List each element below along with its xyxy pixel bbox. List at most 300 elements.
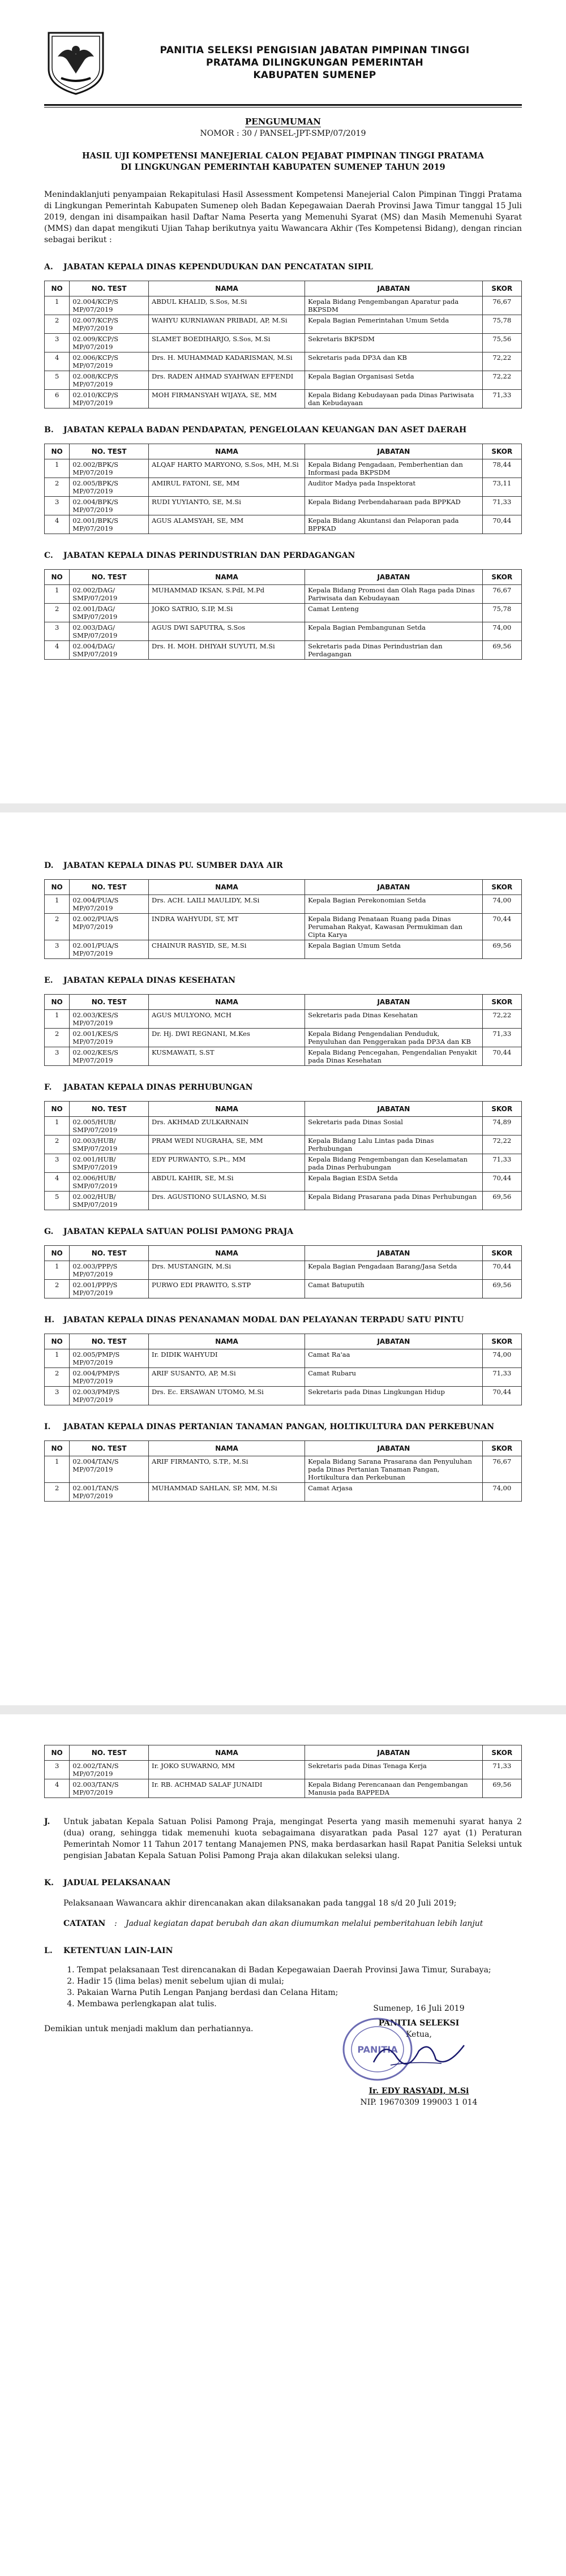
- current-position: Kepala Bidang Pengembangan dan Keselamatan pada Dinas Perhubungan: [305, 1154, 483, 1173]
- test-number: 02.002/PUA/S MP/07/2019: [70, 914, 149, 940]
- table-row: [45, 1192, 522, 1210]
- test-number: 02.005/BPK/S MP/07/2019: [70, 478, 149, 497]
- participant-name: Drs. H. MOH. DHIYAH SUYUTI, M.Si: [149, 641, 305, 660]
- participant-name: Drs. H. MUHAMMAD KADARISMAN, M.Si: [149, 352, 305, 371]
- test-number: 02.001/KES/S MP/07/2019: [70, 1029, 149, 1047]
- column-header-no: NO: [45, 1334, 70, 1349]
- score: 70,44: [482, 914, 521, 940]
- test-number: 02.003/DAG/ SMP/07/2019: [70, 622, 149, 641]
- sections-page-2: [44, 860, 522, 1502]
- row-number: 2: [45, 1280, 70, 1298]
- table-row: [45, 1280, 522, 1298]
- participant-name: Drs. AGUSTIONO SULASNO, M.Si: [149, 1192, 305, 1210]
- section-j-text: Untuk jabatan Kepala Satuan Polisi Pamong Praja, mengingat Peserta yang masih memenuhi syarat hanya 2 (dua) orang, sehingga tidak memenuhi kuota sebagaimana disyaratkan pada Pasal 127 ayat (1) Peraturan Pemerintah Nomor 11 Tahun 2017 tentang Manajemen PNS, maka berdasarkan hasil Rapat Panitia Seleksi untuk pengisian Jabatan Kepala Satuan Polisi Pamong Praja akan dilakukan seleksi ulang.: [63, 1817, 522, 1860]
- current-position: Auditor Madya pada Inspektorat: [305, 478, 483, 497]
- column-header-skor: SKOR: [482, 1334, 521, 1349]
- section-heading: [44, 1314, 522, 1326]
- results-table: [44, 281, 522, 408]
- column-header-no: NO: [45, 281, 70, 296]
- main-title-line-2: DI LINGKUNGAN PEMERINTAH KABUPATEN SUMENEP TAHUN 2019: [121, 162, 445, 172]
- signature-role: Ketua,: [406, 2030, 432, 2039]
- participant-name: Drs. Ec. ERSAWAN UTOMO, M.Si: [149, 1387, 305, 1405]
- table-header-row: [45, 1441, 522, 1456]
- column-header-nama: NAMA: [149, 1246, 305, 1261]
- results-table: [44, 1101, 522, 1210]
- column-header-test: NO. TEST: [70, 1246, 149, 1261]
- handwritten-signature: [368, 2034, 470, 2076]
- table-row: [45, 1136, 522, 1154]
- row-number: 3: [45, 334, 70, 352]
- section-l-heading: [44, 1945, 522, 1956]
- participant-name: MUHAMMAD SAHLAN, SP, MM, M.Si: [149, 1483, 305, 1502]
- participant-name: ARIF SUSANTO, AP, M.Si: [149, 1368, 305, 1387]
- column-header-jabatan: JABATAN: [305, 1334, 483, 1349]
- table-row: [45, 371, 522, 390]
- current-position: Kepala Bidang Penataan Ruang pada Dinas Perumahan Rakyat, Kawasan Permukiman dan Cipta Karya: [305, 914, 483, 940]
- row-number: 1: [45, 1349, 70, 1368]
- test-number: 02.006/KCP/S MP/07/2019: [70, 352, 149, 371]
- participant-name: Ir. DIDIK WAHYUDI: [149, 1349, 305, 1368]
- sections-page-1: [44, 261, 522, 660]
- score: 71,33: [482, 1154, 521, 1173]
- column-header-test: NO. TEST: [70, 880, 149, 895]
- section-title: JABATAN KEPALA DINAS PERHUBUNGAN: [63, 1083, 253, 1092]
- participant-name: CHAINUR RASYID, SE, M.Si: [149, 940, 305, 959]
- column-header-jabatan: JABATAN: [305, 444, 483, 459]
- test-number: 02.004/PUA/S MP/07/2019: [70, 895, 149, 914]
- table-row: [45, 940, 522, 959]
- column-header-test: NO. TEST: [70, 1441, 149, 1456]
- row-number: 2: [45, 604, 70, 622]
- section-j: [44, 1816, 522, 1861]
- score: 76,67: [482, 296, 521, 315]
- column-header-nama: NAMA: [149, 444, 305, 459]
- table-row: [45, 604, 522, 622]
- section-letter: F.: [44, 1083, 52, 1092]
- table-header-row: [45, 880, 522, 895]
- table-row: [45, 1154, 522, 1173]
- test-number: 02.003/PPP/S MP/07/2019: [70, 1261, 149, 1280]
- column-header-jabatan: JABATAN: [305, 281, 483, 296]
- participant-name: ABDUL KAHIR, SE, M.Si: [149, 1173, 305, 1192]
- section-heading: [44, 860, 522, 871]
- participant-name: Drs. MUSTANGIN, M.Si: [149, 1261, 305, 1280]
- column-header-no: NO: [45, 444, 70, 459]
- row-number: 3: [45, 497, 70, 515]
- current-position: Kepala Bagian Organisasi Setda: [305, 371, 483, 390]
- score: 74,00: [482, 1349, 521, 1368]
- score: 72,22: [482, 1136, 521, 1154]
- list-item: 3. Pakaian Warna Putih Lengan Panjang berdasi dan Celana Hitam;: [77, 1987, 522, 1998]
- column-header-test: NO. TEST: [70, 570, 149, 585]
- score: 70,44: [482, 515, 521, 534]
- current-position: Camat Arjasa: [305, 1483, 483, 1502]
- score: 70,44: [482, 1173, 521, 1192]
- current-position: Sekretaris BKPSDM: [305, 334, 483, 352]
- participant-name: ALQAF HARTO MARYONO, S.Sos, MH, M.Si: [149, 459, 305, 478]
- current-position: Sekretaris pada Dinas Kesehatan: [305, 1010, 483, 1029]
- table-row: [45, 1047, 522, 1066]
- row-number: 6: [45, 390, 70, 408]
- score: 72,22: [482, 352, 521, 371]
- table-row: [45, 1779, 522, 1798]
- participant-name: PRAM WEDI NUGRAHA, SE, MM: [149, 1136, 305, 1154]
- column-header-no: NO: [45, 880, 70, 895]
- column-header-no: NO: [45, 1246, 70, 1261]
- row-number: 1: [45, 1010, 70, 1029]
- score: 72,22: [482, 371, 521, 390]
- results-table: [44, 569, 522, 660]
- score: 69,56: [482, 1779, 521, 1798]
- score: 75,78: [482, 604, 521, 622]
- current-position: Kepala Bidang Perencanaan dan Pengembangan Manusia pada BAPPEDA: [305, 1779, 483, 1798]
- list-item: 2. Hadir 15 (lima belas) menit sebelum ujian di mulai;: [77, 1976, 522, 1987]
- score: 71,33: [482, 1761, 521, 1779]
- test-number: 02.001/DAG/ SMP/07/2019: [70, 604, 149, 622]
- column-header-nama: NAMA: [149, 995, 305, 1010]
- table-header-row: [45, 570, 522, 585]
- table-row: [45, 390, 522, 408]
- row-number: 2: [45, 1368, 70, 1387]
- score: 71,33: [482, 497, 521, 515]
- column-header-test: NO. TEST: [70, 1745, 149, 1761]
- column-header-jabatan: JABATAN: [305, 1246, 483, 1261]
- table-row: [45, 296, 522, 315]
- table-header-row: [45, 1334, 522, 1349]
- table-row: [45, 352, 522, 371]
- test-number: 02.008/KCP/S MP/07/2019: [70, 371, 149, 390]
- signature-org: PANITIA SELEKSI: [378, 2019, 460, 2028]
- current-position: Kepala Bidang Perbendaharaan pada BPPKAD: [305, 497, 483, 515]
- row-number: 3: [45, 1154, 70, 1173]
- column-header-jabatan: JABATAN: [305, 570, 483, 585]
- row-number: 2: [45, 478, 70, 497]
- column-header-skor: SKOR: [482, 444, 521, 459]
- table-header-row: [45, 1745, 522, 1761]
- section-l-letter: L.: [44, 1946, 53, 1955]
- current-position: Kepala Bidang Promosi dan Olah Raga pada Dinas Pariwisata dan Kebudayaan: [305, 585, 483, 604]
- row-number: 1: [45, 585, 70, 604]
- column-header-jabatan: JABATAN: [305, 995, 483, 1010]
- results-table: [44, 879, 522, 959]
- score: 75,56: [482, 334, 521, 352]
- test-number: 02.006/HUB/ SMP/07/2019: [70, 1173, 149, 1192]
- note-label: CATATAN: [63, 1919, 106, 1928]
- column-header-nama: NAMA: [149, 880, 305, 895]
- section-letter: A.: [44, 263, 53, 272]
- row-number: 3: [45, 1387, 70, 1405]
- current-position: Kepala Bidang Kebudayaan pada Dinas Pariwisata dan Kebudayaan: [305, 390, 483, 408]
- section-title: JABATAN KEPALA DINAS PENANAMAN MODAL DAN PELAYANAN TERPADU SATU PINTU: [63, 1315, 464, 1324]
- participant-name: EDY PURWANTO, S.Pt., MM: [149, 1154, 305, 1173]
- test-number: 02.004/TAN/S MP/07/2019: [70, 1456, 149, 1483]
- table-header-row: [45, 995, 522, 1010]
- column-header-no: NO: [45, 1102, 70, 1117]
- row-number: 4: [45, 1173, 70, 1192]
- current-position: Sekretaris pada DP3A dan KB: [305, 352, 483, 371]
- participant-name: MUHAMMAD IKSAN, S.PdI, M.Pd: [149, 585, 305, 604]
- participant-name: AGUS DWI SAPUTRA, S.Sos: [149, 622, 305, 641]
- column-header-no: NO: [45, 570, 70, 585]
- row-number: 3: [45, 940, 70, 959]
- test-number: 02.009/KCP/S MP/07/2019: [70, 334, 149, 352]
- participant-name: Drs. RADEN AHMAD SYAHWAN EFFENDI: [149, 371, 305, 390]
- row-number: 1: [45, 459, 70, 478]
- current-position: Kepala Bidang Prasarana pada Dinas Perhubungan: [305, 1192, 483, 1210]
- section-block: [44, 975, 522, 1066]
- test-number: 02.003/TAN/S MP/07/2019: [70, 1779, 149, 1798]
- header-line-1: PANITIA SELEKSI PENGISIAN JABATAN PIMPINAN TINGGI: [160, 45, 470, 56]
- score: 76,67: [482, 1456, 521, 1483]
- test-number: 02.007/KCP/S MP/07/2019: [70, 315, 149, 334]
- document-page-3: [0, 1714, 566, 2576]
- results-table: [44, 1334, 522, 1405]
- column-header-jabatan: JABATAN: [305, 1102, 483, 1117]
- section-heading: [44, 261, 522, 273]
- announcement-title: PENGUMUMAN: [245, 117, 321, 127]
- table-row: [45, 895, 522, 914]
- current-position: Kepala Bidang Sarana Prasarana dan Penyuluhan pada Dinas Pertanian Tanaman Pangan, Hortikultura dan Perkebunan: [305, 1456, 483, 1483]
- table-row: [45, 515, 522, 534]
- results-table: [44, 994, 522, 1066]
- test-number: 02.010/KCP/S MP/07/2019: [70, 390, 149, 408]
- participant-name: RUDI YUYIANTO, SE, M.Si: [149, 497, 305, 515]
- list-item: 4. Membawa perlengkapan alat tulis.: [77, 1998, 522, 2010]
- score: 73,11: [482, 478, 521, 497]
- column-header-nama: NAMA: [149, 570, 305, 585]
- current-position: Kepala Bidang Lalu Lintas pada Dinas Perhubungan: [305, 1136, 483, 1154]
- current-position: Kepala Bagian Pengadaan Barang/Jasa Setda: [305, 1261, 483, 1280]
- score: 71,33: [482, 1368, 521, 1387]
- row-number: 3: [45, 1761, 70, 1779]
- column-header-nama: NAMA: [149, 1102, 305, 1117]
- section-block: [44, 1745, 522, 1798]
- column-header-nama: NAMA: [149, 1441, 305, 1456]
- column-header-test: NO. TEST: [70, 995, 149, 1010]
- section-title: JABATAN KEPALA DINAS PU. SUMBER DAYA AIR: [63, 861, 283, 870]
- section-title: JABATAN KEPALA DINAS PERINDUSTRIAN DAN PERDAGANGAN: [63, 551, 355, 560]
- score: 72,22: [482, 1010, 521, 1029]
- note-text: Jadual kegiatan dapat berubah dan akan diumumkan melalui pemberitahuan lebih lanjut: [126, 1919, 483, 1928]
- current-position: Kepala Bagian Pembangunan Setda: [305, 622, 483, 641]
- test-number: 02.002/TAN/S MP/07/2019: [70, 1761, 149, 1779]
- score: 74,00: [482, 1483, 521, 1502]
- column-header-jabatan: JABATAN: [305, 1441, 483, 1456]
- current-position: Kepala Bidang Pengembangan Aparatur pada BKPSDM: [305, 296, 483, 315]
- column-header-skor: SKOR: [482, 1246, 521, 1261]
- signatory-nip: NIP. 19670309 199003 1 014: [360, 2098, 478, 2107]
- current-position: Camat Ra'aa: [305, 1349, 483, 1368]
- column-header-skor: SKOR: [482, 1102, 521, 1117]
- participant-name: AGUS ALAMSYAH, SE, MM: [149, 515, 305, 534]
- test-number: 02.004/BPK/S MP/07/2019: [70, 497, 149, 515]
- column-header-jabatan: JABATAN: [305, 1745, 483, 1761]
- note-colon: :: [114, 1919, 117, 1928]
- header-line-3: KABUPATEN SUMENEP: [253, 70, 376, 81]
- table-header-row: [45, 1246, 522, 1261]
- results-table: [44, 1440, 522, 1502]
- results-table: [44, 444, 522, 534]
- section-letter: D.: [44, 861, 54, 870]
- section-block: [44, 1082, 522, 1210]
- header-line-2: PRATAMA DILINGKUNGAN PEMERINTAH: [206, 57, 423, 68]
- participant-name: MOH FIRMANSYAH WIJAYA, SE, MM: [149, 390, 305, 408]
- table-row: [45, 1349, 522, 1368]
- header-divider: [44, 104, 522, 106]
- column-header-test: NO. TEST: [70, 1334, 149, 1349]
- section-heading: [44, 1082, 522, 1093]
- place-date: Sumenep, 16 Juli 2019: [373, 2004, 465, 2013]
- current-position: Sekretaris pada Dinas Lingkungan Hidup: [305, 1387, 483, 1405]
- column-header-test: NO. TEST: [70, 444, 149, 459]
- row-number: 2: [45, 315, 70, 334]
- row-number: 4: [45, 352, 70, 371]
- participant-name: PURWO EDI PRAWITO, S.STP: [149, 1280, 305, 1298]
- table-row: [45, 1010, 522, 1029]
- table-row: [45, 497, 522, 515]
- score: 69,56: [482, 1280, 521, 1298]
- table-row: [45, 334, 522, 352]
- row-number: 1: [45, 1261, 70, 1280]
- test-number: 02.005/HUB/ SMP/07/2019: [70, 1117, 149, 1136]
- participant-name: Ir. RB. ACHMAD SALAF JUNAIDI: [149, 1779, 305, 1798]
- column-header-jabatan: JABATAN: [305, 880, 483, 895]
- column-header-no: NO: [45, 1441, 70, 1456]
- section-j-letter: J.: [44, 1817, 50, 1826]
- table-row: [45, 622, 522, 641]
- section-letter: C.: [44, 551, 53, 560]
- participant-name: ABDUL KHALID, S.Sos, M.Si: [149, 296, 305, 315]
- table-row: [45, 1483, 522, 1502]
- section-block: [44, 1226, 522, 1298]
- row-number: 5: [45, 371, 70, 390]
- section-letter: I.: [44, 1422, 51, 1431]
- participant-name: Ir. JOKO SUWARNO, MM: [149, 1761, 305, 1779]
- participant-name: JOKO SATRIO, S.IP, M.Si: [149, 604, 305, 622]
- sections-page-3: [44, 1745, 522, 1798]
- current-position: Sekretaris pada Dinas Tenaga Kerja: [305, 1761, 483, 1779]
- row-number: 1: [45, 1456, 70, 1483]
- row-number: 2: [45, 1029, 70, 1047]
- row-number: 1: [45, 895, 70, 914]
- score: 71,33: [482, 390, 521, 408]
- test-number: 02.001/TAN/S MP/07/2019: [70, 1483, 149, 1502]
- section-letter: G.: [44, 1227, 54, 1236]
- row-number: 3: [45, 622, 70, 641]
- signatory-name: Ir. EDY RASYADI, M.Si: [368, 2087, 469, 2096]
- section-block: [44, 424, 522, 534]
- closing-text: Demikian untuk menjadi maklum dan perhatiannya.: [44, 2024, 254, 2033]
- test-number: 02.003/HUB/ SMP/07/2019: [70, 1136, 149, 1154]
- table-row: [45, 478, 522, 497]
- participant-name: WAHYU KURNIAWAN PRIBADI, AP, M.Si: [149, 315, 305, 334]
- section-block: [44, 550, 522, 660]
- current-position: Kepala Bagian ESDA Setda: [305, 1173, 483, 1192]
- section-title: JABATAN KEPALA DINAS KEPENDUDUKAN DAN PENCATATAN SIPIL: [63, 263, 373, 272]
- current-position: Sekretaris pada Dinas Perindustrian dan Perdagangan: [305, 641, 483, 660]
- current-position: Kepala Bidang Pencegahan, Pengendalian Penyakit pada Dinas Kesehatan: [305, 1047, 483, 1066]
- score: 70,44: [482, 1261, 521, 1280]
- table-row: [45, 1456, 522, 1483]
- table-row: [45, 914, 522, 940]
- column-header-skor: SKOR: [482, 570, 521, 585]
- participant-name: SLAMET BOEDIHARJO, S.Sos, M.Si: [149, 334, 305, 352]
- row-number: 1: [45, 296, 70, 315]
- table-row: [45, 641, 522, 660]
- table-row: [45, 585, 522, 604]
- test-number: 02.001/PPP/S MP/07/2019: [70, 1280, 149, 1298]
- test-number: 02.005/PMP/S MP/07/2019: [70, 1349, 149, 1368]
- current-position: Kepala Bagian Pemerintahan Umum Setda: [305, 315, 483, 334]
- announcement-number: NOMOR : 30 / PANSEL-JPT-SMP/07/2019: [200, 129, 366, 138]
- test-number: 02.001/BPK/S MP/07/2019: [70, 515, 149, 534]
- section-letter: H.: [44, 1315, 55, 1324]
- table-row: [45, 1368, 522, 1387]
- participant-name: INDRA WAHYUDI, ST, MT: [149, 914, 305, 940]
- table-header-row: [45, 281, 522, 296]
- column-header-skor: SKOR: [482, 281, 521, 296]
- document-page-2: [0, 812, 566, 1705]
- test-number: 02.003/KES/S MP/07/2019: [70, 1010, 149, 1029]
- section-l-title: KETENTUAN LAIN-LAIN: [63, 1946, 173, 1955]
- test-number: 02.004/KCP/S MP/07/2019: [70, 296, 149, 315]
- row-number: 4: [45, 515, 70, 534]
- score: 75,78: [482, 315, 521, 334]
- column-header-nama: NAMA: [149, 1334, 305, 1349]
- section-title: JABATAN KEPALA DINAS PERTANIAN TANAMAN PANGAN, HOLTIKULTURA DAN PERKEBUNAN: [63, 1422, 495, 1431]
- participant-name: Drs. AKHMAD ZULKARNAIN: [149, 1117, 305, 1136]
- score: 69,56: [482, 641, 521, 660]
- current-position: Kepala Bagian Umum Setda: [305, 940, 483, 959]
- column-header-test: NO. TEST: [70, 1102, 149, 1117]
- score: 70,44: [482, 1047, 521, 1066]
- current-position: Kepala Bagian Perekonomian Setda: [305, 895, 483, 914]
- test-number: 02.002/KES/S MP/07/2019: [70, 1047, 149, 1066]
- list-item: 1. Tempat pelaksanaan Test direncanakan di Badan Kepegawaian Daerah Provinsi Jawa Timur, Surabaya;: [77, 1964, 522, 1976]
- score: 69,56: [482, 1192, 521, 1210]
- score: 69,56: [482, 940, 521, 959]
- results-table: [44, 1245, 522, 1298]
- column-header-no: NO: [45, 995, 70, 1010]
- section-k-title: JADUAL PELAKSANAAN: [63, 1878, 171, 1887]
- score: 74,00: [482, 895, 521, 914]
- table-header-row: [45, 444, 522, 459]
- section-block: [44, 860, 522, 959]
- participant-name: Dr. Hj. DWI REGNANI, M.Kes: [149, 1029, 305, 1047]
- score: 74,89: [482, 1117, 521, 1136]
- section-title: JABATAN KEPALA SATUAN POLISI PAMONG PRAJA: [63, 1227, 294, 1236]
- table-row: [45, 1173, 522, 1192]
- current-position: Sekretaris pada Dinas Sosial: [305, 1117, 483, 1136]
- test-number: 02.003/PMP/S MP/07/2019: [70, 1387, 149, 1405]
- intro-paragraph: Menindaklanjuti penyampaian Rekapitulasi Hasil Assessment Kompetensi Manejerial Calon Pimpinan Tinggi Pratama di Lingkungan Pemerintah Kabupaten Sumenep oleh Badan Kepegawaian Daerah Provinsi Jawa Timur tanggal 15 Juli 2019, dengan ini disampaikan hasil Daftar Nama Peserta yang Memenuhi Syarat (MS) dan Masih Memenuhi Syarat (MMS) dan dapat mengikuti Ujian Tahap berikutnya yaitu Wawancara Akhir (Tes Kompetensi Bidang), dengan rincian sebagai berikut :: [44, 190, 522, 244]
- test-number: 02.001/HUB/ SMP/07/2019: [70, 1154, 149, 1173]
- table-row: [45, 1387, 522, 1405]
- row-number: 1: [45, 1117, 70, 1136]
- score: 71,33: [482, 1029, 521, 1047]
- table-row: [45, 1261, 522, 1280]
- test-number: 02.004/DAG/ SMP/07/2019: [70, 641, 149, 660]
- section-k-letter: K.: [44, 1878, 54, 1887]
- table-row: [45, 459, 522, 478]
- score: 70,44: [482, 1387, 521, 1405]
- table-row: [45, 1117, 522, 1136]
- current-position: Kepala Bidang Akuntansi dan Pelaporan pada BPPKAD: [305, 515, 483, 534]
- schedule-note: [63, 1918, 522, 1929]
- column-header-nama: NAMA: [149, 1745, 305, 1761]
- row-number: 5: [45, 1192, 70, 1210]
- score: 76,67: [482, 585, 521, 604]
